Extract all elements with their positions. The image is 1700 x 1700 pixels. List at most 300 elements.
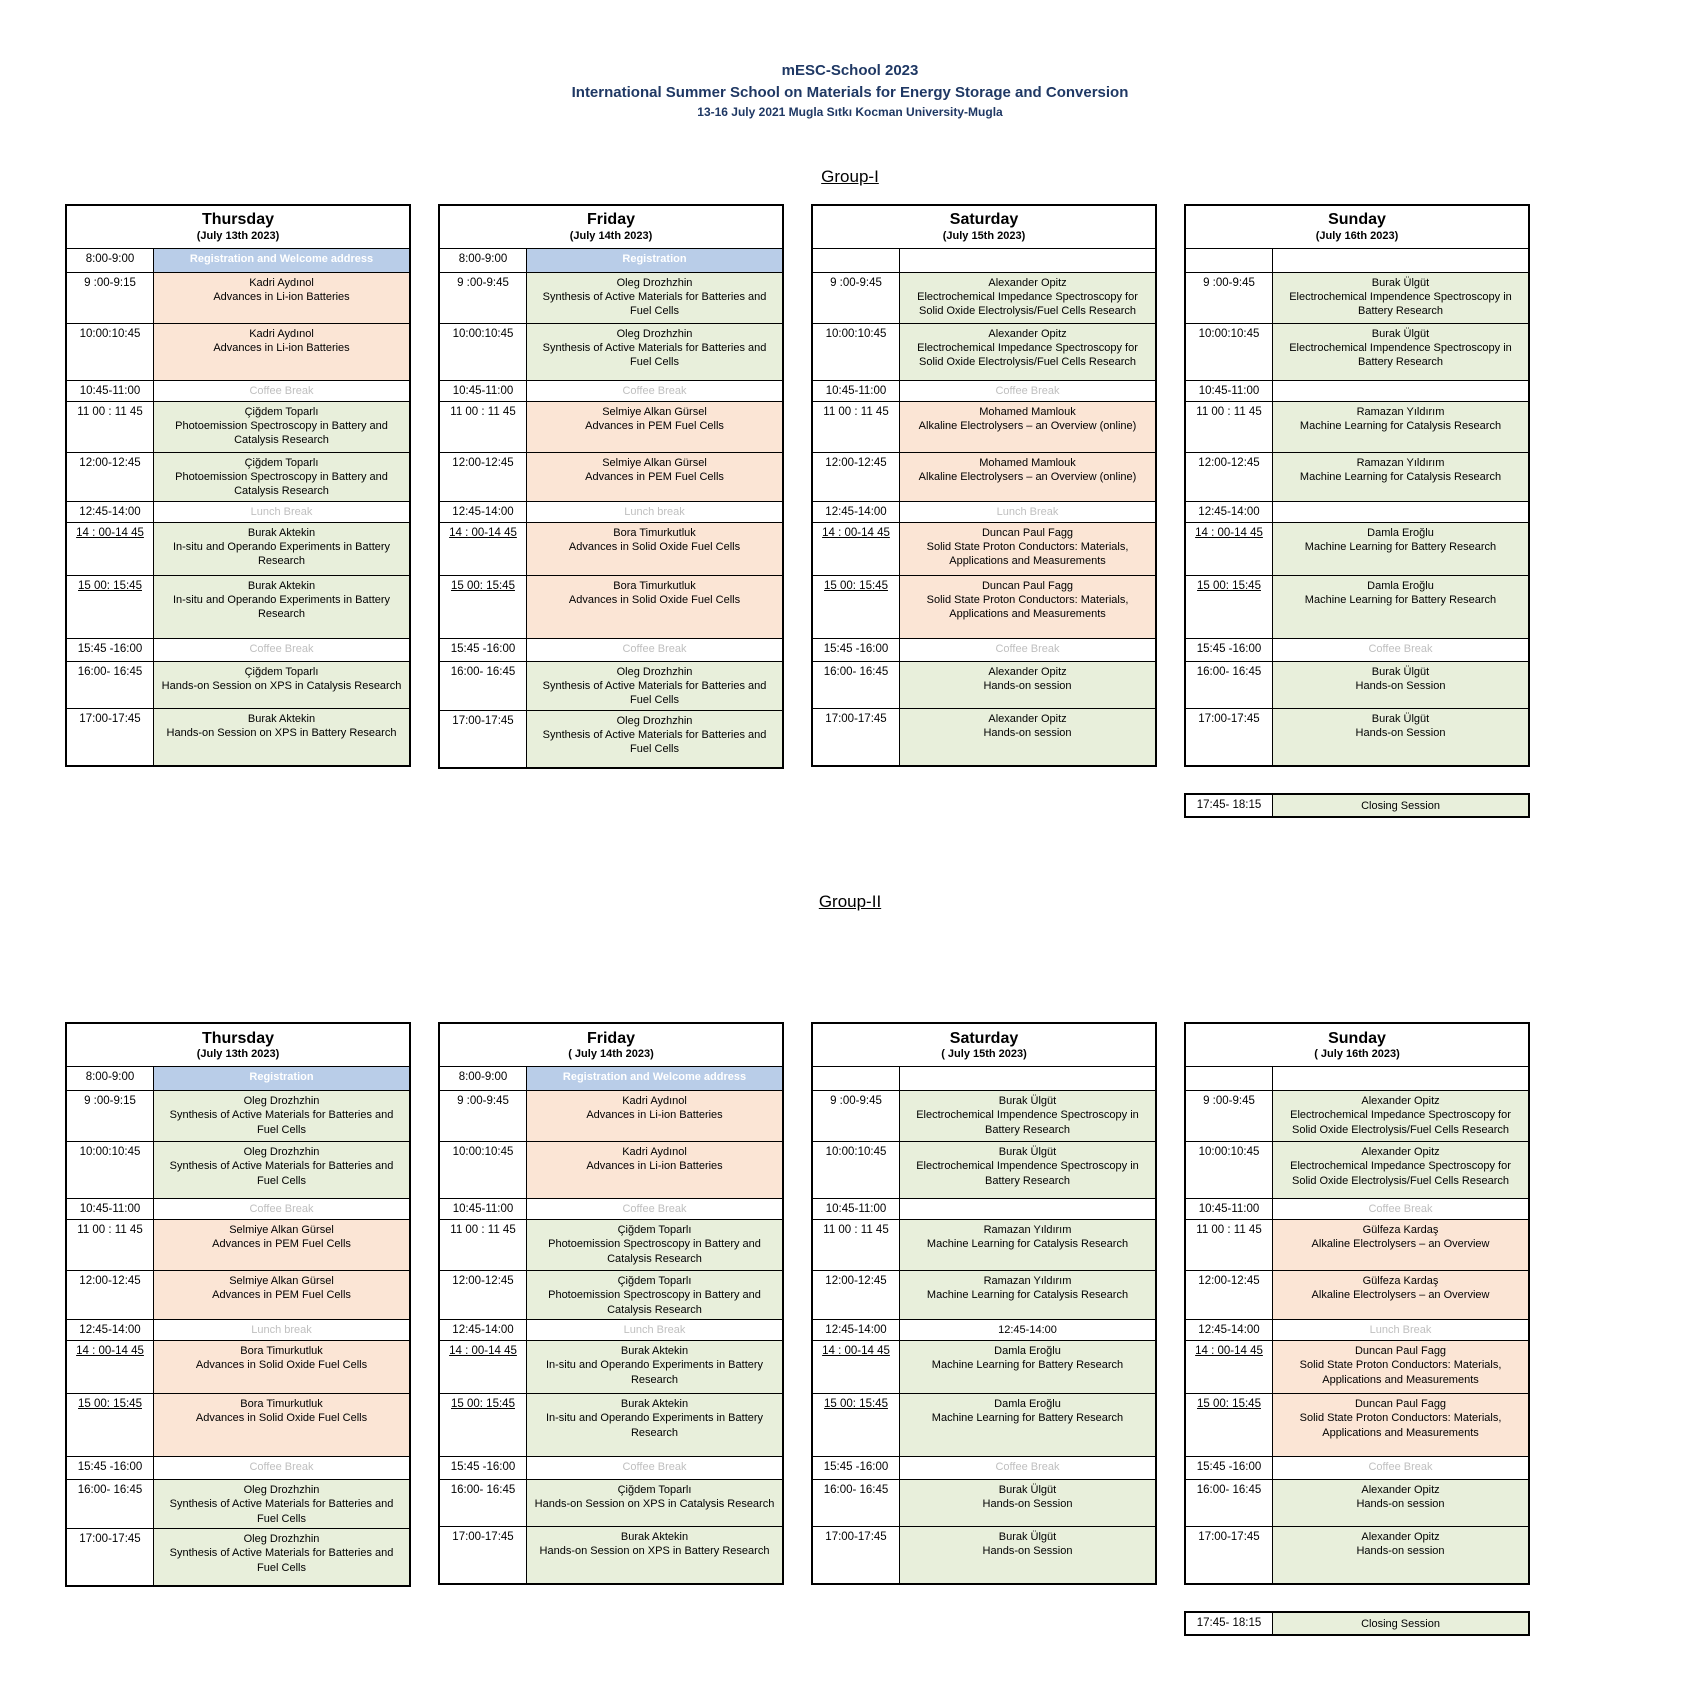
schedule-row xyxy=(813,453,1155,502)
speaker-name: Burak Aktekin xyxy=(620,1531,689,1544)
time-cell: 14 : 00-14 45 xyxy=(1186,523,1273,575)
lecture-topic: Photoemission Spectroscopy in Battery and Catalysis Research xyxy=(175,420,388,447)
schedule-row xyxy=(440,1271,782,1320)
day-schedule-table xyxy=(438,204,784,769)
session-cell xyxy=(900,576,1155,638)
time-cell: 12:45-14:00 xyxy=(440,1320,527,1340)
speaker-name: Burak Ülgüt xyxy=(998,1146,1057,1159)
lecture-topic: Electrochemical Impedance Spectroscopy for Solid Oxide Electrolysis/Fuel Cells Research xyxy=(1290,1160,1511,1187)
time-cell: 12:00-12:45 xyxy=(813,1271,900,1319)
time-cell: 15:45 -16:00 xyxy=(813,639,900,661)
schedule-row xyxy=(67,1457,409,1480)
lecture-topic: Hands-on session xyxy=(1356,1545,1445,1558)
speaker-name: Bora Timurkutluk xyxy=(613,526,696,539)
day-header xyxy=(440,1024,782,1067)
day-name: Sunday xyxy=(1328,211,1386,229)
lecture-topic: Hands-on Session xyxy=(1355,727,1446,740)
day-schedule-table xyxy=(811,1022,1157,1585)
time-cell: 15:45 -16:00 xyxy=(67,639,154,661)
session-cell xyxy=(1273,1527,1528,1583)
lecture-topic: Electrochemical Impendence Spectroscopy in Battery Research xyxy=(916,1160,1139,1187)
time-cell: 12:45-14:00 xyxy=(67,502,154,522)
session-cell xyxy=(154,1271,409,1319)
schedule-row xyxy=(813,249,1155,273)
schedule-row xyxy=(813,1457,1155,1480)
time-cell: 17:00-17:45 xyxy=(1186,1527,1273,1583)
time-cell: 12:00-12:45 xyxy=(440,1271,527,1319)
speaker-name: Burak Aktekin xyxy=(247,712,316,725)
session-cell xyxy=(527,1341,782,1393)
speaker-name: Duncan Paul Fagg xyxy=(981,526,1074,539)
session-cell xyxy=(527,324,782,380)
session-cell: 12:45-14:00 xyxy=(998,1324,1057,1337)
day-header xyxy=(1186,1024,1528,1067)
speaker-name: Oleg Drozhzhin xyxy=(616,276,693,289)
speaker-name: Selmiye Alkan Gürsel xyxy=(229,1224,334,1237)
schedule-row xyxy=(1186,1271,1528,1320)
lecture-topic: In-situ and Operando Experiments in Battery Research xyxy=(172,594,391,621)
time-cell: 9 :00-9:45 xyxy=(440,273,527,323)
time-cell: 10:45-11:00 xyxy=(67,381,154,401)
schedule-row xyxy=(1186,1527,1528,1583)
speaker-name: Bora Timurkutluk xyxy=(240,1345,323,1358)
speaker-name: Burak Aktekin xyxy=(620,1345,689,1358)
schedule-row xyxy=(813,1271,1155,1320)
speaker-name: Burak Aktekin xyxy=(247,526,316,539)
time-cell: 10:45-11:00 xyxy=(440,381,527,401)
schedule-row xyxy=(440,1341,782,1394)
schedule-row xyxy=(813,639,1155,662)
schedule-row xyxy=(1186,1457,1528,1480)
time-cell: 11 00 : 11 45 xyxy=(1186,402,1273,452)
time-cell: 15 00: 15:45 xyxy=(1186,1394,1273,1456)
group-1-tables xyxy=(0,204,1700,818)
day-name: Sunday xyxy=(1328,1029,1386,1047)
schedule-row xyxy=(1186,1199,1528,1220)
time-cell: 16:00- 16:45 xyxy=(67,662,154,708)
session-cell xyxy=(154,709,409,765)
day-header xyxy=(67,206,409,249)
schedule-row xyxy=(67,662,409,709)
lecture-topic: Advances in Li-ion Batteries xyxy=(586,1160,723,1173)
session-cell xyxy=(1273,1271,1528,1319)
time-cell xyxy=(813,249,900,272)
closing-time-cell: 17:45- 18:15 xyxy=(1186,1613,1273,1634)
session-cell xyxy=(1273,1341,1528,1393)
session-cell xyxy=(154,662,409,708)
time-cell xyxy=(1186,1067,1273,1090)
time-cell: 15:45 -16:00 xyxy=(1186,1457,1273,1479)
time-cell: 11 00 : 11 45 xyxy=(67,1220,154,1270)
session-cell: Registration and Welcome address xyxy=(527,1067,782,1090)
session-cell xyxy=(1273,1220,1528,1270)
day-date: (July 13th 2023) xyxy=(196,1048,280,1061)
time-cell: 8:00-9:00 xyxy=(440,249,527,272)
page-subtitle: International Summer School on Materials for Energy Storage and Conversion xyxy=(571,83,1129,101)
time-cell: 15:45 -16:00 xyxy=(813,1457,900,1479)
speaker-name: Çiğdem Toparlı xyxy=(617,1484,692,1497)
day-header xyxy=(67,1024,409,1067)
day-schedule-table xyxy=(438,1022,784,1585)
speaker-name: Alexander Opitz xyxy=(1361,1531,1440,1544)
time-cell: 17:00-17:45 xyxy=(440,711,527,767)
session-cell xyxy=(527,1091,782,1141)
session-cell xyxy=(1273,1394,1528,1456)
speaker-name: Burak Ülgüt xyxy=(1371,665,1430,678)
time-cell: 16:00- 16:45 xyxy=(813,1480,900,1526)
schedule-row xyxy=(67,1529,409,1585)
session-cell xyxy=(900,523,1155,575)
time-cell: 12:00-12:45 xyxy=(67,453,154,501)
session-cell xyxy=(1273,381,1528,401)
schedule-row xyxy=(440,324,782,381)
day-date: (July 16th 2023) xyxy=(1315,229,1399,242)
session-cell xyxy=(527,1480,782,1526)
day-date: ( July 15th 2023) xyxy=(941,1048,1027,1061)
speaker-name: Mohamed Mamlouk xyxy=(979,405,1076,418)
speaker-name: Alexander Opitz xyxy=(988,327,1067,340)
day-date: (July 14th 2023) xyxy=(569,229,653,242)
day-header xyxy=(440,206,782,249)
session-cell xyxy=(900,1220,1155,1270)
session-cell: Coffee Break xyxy=(622,642,687,655)
schedule-row xyxy=(813,1220,1155,1271)
time-cell: 15:45 -16:00 xyxy=(440,1457,527,1479)
closing-session-cell: Closing Session xyxy=(1273,795,1528,816)
day-column xyxy=(1184,1022,1530,1636)
speaker-name: Kadri Aydınol xyxy=(249,327,314,340)
session-cell xyxy=(154,1142,409,1198)
speaker-name: Ramazan Yıldırım xyxy=(983,1275,1072,1288)
schedule-row xyxy=(67,381,409,402)
session-cell xyxy=(1273,324,1528,380)
day-date: ( July 14th 2023) xyxy=(568,1048,654,1061)
session-cell: Coffee Break xyxy=(249,1203,314,1216)
schedule-row xyxy=(1186,709,1528,765)
lecture-topic: Machine Learning for Catalysis Research xyxy=(1299,471,1502,484)
time-cell: 15 00: 15:45 xyxy=(1186,576,1273,638)
schedule-row xyxy=(440,1091,782,1142)
lecture-topic: Advances in PEM Fuel Cells xyxy=(212,1238,351,1251)
lecture-topic: Advances in Solid Oxide Fuel Cells xyxy=(195,1359,368,1372)
schedule-row xyxy=(813,273,1155,324)
schedule-row xyxy=(1186,639,1528,662)
session-cell: Coffee Break xyxy=(622,1203,687,1216)
schedule-row xyxy=(440,453,782,502)
day-date: (July 13th 2023) xyxy=(196,229,280,242)
time-cell: 11 00 : 11 45 xyxy=(440,1220,527,1270)
time-cell: 16:00- 16:45 xyxy=(1186,1480,1273,1526)
schedule-row xyxy=(1186,1341,1528,1394)
speaker-name: Oleg Drozhzhin xyxy=(616,714,693,727)
session-cell: Lunch Break xyxy=(996,505,1059,518)
session-cell xyxy=(900,709,1155,765)
time-cell: 14 : 00-14 45 xyxy=(813,1341,900,1393)
speaker-name: Oleg Drozhzhin xyxy=(243,1095,320,1108)
lecture-topic: Hands-on Session on XPS in Catalysis Research xyxy=(161,680,402,693)
session-cell xyxy=(900,1067,1155,1090)
session-cell xyxy=(527,576,782,638)
schedule-row xyxy=(813,1480,1155,1527)
speaker-name: Ramazan Yıldırım xyxy=(983,1224,1072,1237)
schedule-row xyxy=(440,1142,782,1199)
schedule-row xyxy=(813,502,1155,523)
lecture-topic: Hands-on session xyxy=(983,680,1072,693)
schedule-row xyxy=(67,453,409,502)
schedule-row xyxy=(813,1199,1155,1220)
session-cell: Coffee Break xyxy=(1368,642,1433,655)
schedule-row xyxy=(1186,402,1528,453)
speaker-name: Alexander Opitz xyxy=(1361,1095,1440,1108)
session-cell: Coffee Break xyxy=(622,384,687,397)
lecture-topic: Solid State Proton Conductors: Materials, Applications and Measurements xyxy=(926,541,1129,568)
closing-session-row xyxy=(1184,1611,1530,1636)
speaker-name: Kadri Aydınol xyxy=(622,1146,687,1159)
session-cell xyxy=(900,402,1155,452)
time-cell: 10:45-11:00 xyxy=(813,381,900,401)
time-cell: 10:00:10:45 xyxy=(1186,324,1273,380)
time-cell: 12:45-14:00 xyxy=(1186,1320,1273,1340)
session-cell xyxy=(527,273,782,323)
session-cell xyxy=(900,273,1155,323)
time-cell: 12:00-12:45 xyxy=(67,1271,154,1319)
lecture-topic: Machine Learning for Battery Research xyxy=(1304,594,1497,607)
time-cell: 9 :00-9:45 xyxy=(440,1091,527,1141)
schedule-row xyxy=(1186,523,1528,576)
session-cell xyxy=(154,1220,409,1270)
speaker-name: Burak Ülgüt xyxy=(1371,712,1430,725)
speaker-name: Alexander Opitz xyxy=(1361,1484,1440,1497)
schedule-row xyxy=(440,662,782,711)
time-cell: 10:00:10:45 xyxy=(813,324,900,380)
session-cell xyxy=(900,1341,1155,1393)
schedule-row xyxy=(440,1320,782,1341)
session-cell xyxy=(527,523,782,575)
session-cell: Coffee Break xyxy=(995,642,1060,655)
lecture-topic: Solid State Proton Conductors: Materials, Applications and Measurements xyxy=(926,594,1129,621)
schedule-row xyxy=(440,711,782,767)
session-cell: Coffee Break xyxy=(995,1461,1060,1474)
day-date: (July 15th 2023) xyxy=(942,229,1026,242)
schedule-row xyxy=(813,1341,1155,1394)
session-cell xyxy=(527,453,782,501)
speaker-name: Burak Ülgüt xyxy=(998,1484,1057,1497)
speaker-name: Ramazan Yıldırım xyxy=(1356,405,1445,418)
schedule-row xyxy=(67,1320,409,1341)
lecture-topic: Machine Learning for Battery Research xyxy=(931,1359,1124,1372)
session-cell: Coffee Break xyxy=(1368,1461,1433,1474)
time-cell: 8:00-9:00 xyxy=(67,1067,154,1090)
time-cell: 10:45-11:00 xyxy=(1186,1199,1273,1219)
day-name: Saturday xyxy=(949,211,1019,229)
session-cell: Coffee Break xyxy=(249,642,314,655)
lecture-topic: Machine Learning for Catalysis Research xyxy=(1299,420,1502,433)
lecture-topic: Hands-on session xyxy=(1356,1498,1445,1511)
speaker-name: Gülfeza Kardaş xyxy=(1362,1224,1439,1237)
schedule-row xyxy=(67,249,409,273)
speaker-name: Burak Ülgüt xyxy=(1371,327,1430,340)
session-cell: Registration xyxy=(154,1067,409,1090)
time-cell: 12:45-14:00 xyxy=(813,1320,900,1340)
time-cell: 9 :00-9:15 xyxy=(67,273,154,323)
speaker-name: Oleg Drozhzhin xyxy=(243,1533,320,1546)
speaker-name: Gülfeza Kardaş xyxy=(1362,1275,1439,1288)
session-cell xyxy=(527,402,782,452)
time-cell: 15 00: 15:45 xyxy=(67,1394,154,1456)
closing-time-cell: 17:45- 18:15 xyxy=(1186,795,1273,816)
speaker-name: Çiğdem Toparlı xyxy=(244,665,319,678)
time-cell: 16:00- 16:45 xyxy=(813,662,900,708)
day-name: Friday xyxy=(586,1029,635,1047)
time-cell: 12:45-14:00 xyxy=(813,502,900,522)
time-cell: 12:00-12:45 xyxy=(440,453,527,501)
speaker-name: Kadri Aydınol xyxy=(249,276,314,289)
speaker-name: Bora Timurkutluk xyxy=(240,1398,323,1411)
time-cell: 11 00 : 11 45 xyxy=(1186,1220,1273,1270)
speaker-name: Ramazan Yıldırım xyxy=(1356,456,1445,469)
session-cell xyxy=(527,1220,782,1270)
session-cell: Lunch break xyxy=(624,505,685,518)
session-cell xyxy=(900,453,1155,501)
speaker-name: Selmiye Alkan Gürsel xyxy=(602,405,707,418)
time-cell: 10:00:10:45 xyxy=(440,324,527,380)
speaker-name: Burak Ülgüt xyxy=(1371,276,1430,289)
time-cell: 10:45-11:00 xyxy=(813,1199,900,1219)
schedule-row xyxy=(67,402,409,453)
lecture-topic: Hands-on Session on XPS in Catalysis Research xyxy=(534,1498,775,1511)
speaker-name: Alexander Opitz xyxy=(1361,1146,1440,1159)
lecture-topic: In-situ and Operando Experiments in Battery Research xyxy=(545,1359,764,1386)
schedule-row xyxy=(440,639,782,662)
schedule-row xyxy=(813,709,1155,765)
time-cell: 10:00:10:45 xyxy=(440,1142,527,1198)
schedule-row xyxy=(440,273,782,324)
session-cell xyxy=(900,1142,1155,1198)
lecture-topic: Hands-on Session xyxy=(982,1545,1073,1558)
schedule-row xyxy=(1186,249,1528,273)
closing-session-row xyxy=(1184,793,1530,818)
time-cell: 15 00: 15:45 xyxy=(440,576,527,638)
time-cell: 15 00: 15:45 xyxy=(67,576,154,638)
schedule-row xyxy=(813,1067,1155,1091)
time-cell: 14 : 00-14 45 xyxy=(813,523,900,575)
session-cell: Coffee Break xyxy=(1368,1203,1433,1216)
session-cell: Lunch Break xyxy=(250,505,313,518)
lecture-topic: Machine Learning for Catalysis Research xyxy=(926,1289,1129,1302)
lecture-topic: Synthesis of Active Materials for Batteries and Fuel Cells xyxy=(542,680,767,707)
schedule-row xyxy=(67,502,409,523)
schedule-row xyxy=(1186,662,1528,709)
session-cell xyxy=(1273,576,1528,638)
time-cell: 15:45 -16:00 xyxy=(1186,639,1273,661)
lecture-topic: Advances in PEM Fuel Cells xyxy=(585,420,724,433)
time-cell: 14 : 00-14 45 xyxy=(67,1341,154,1393)
lecture-topic: Machine Learning for Catalysis Research xyxy=(926,1238,1129,1251)
lecture-topic: Electrochemical Impedance Spectroscopy for Solid Oxide Electrolysis/Fuel Cells Research xyxy=(1290,1109,1511,1136)
time-cell xyxy=(813,1067,900,1090)
session-cell xyxy=(154,402,409,452)
time-cell: 17:00-17:45 xyxy=(67,1529,154,1585)
schedule-row xyxy=(67,1341,409,1394)
session-cell: Registration xyxy=(527,249,782,272)
schedule-row xyxy=(440,1457,782,1480)
schedule-row xyxy=(813,1320,1155,1341)
schedule-row xyxy=(67,1142,409,1199)
day-schedule-table xyxy=(65,1022,411,1587)
speaker-name: Burak Ülgüt xyxy=(998,1095,1057,1108)
time-cell: 12:45-14:00 xyxy=(440,502,527,522)
schedule-row xyxy=(440,1220,782,1271)
session-cell: Lunch break xyxy=(251,1324,312,1337)
schedule-row xyxy=(440,502,782,523)
schedule-row xyxy=(67,1271,409,1320)
schedule-row xyxy=(440,1199,782,1220)
speaker-name: Çiğdem Toparlı xyxy=(244,456,319,469)
group-1-heading: Group-I xyxy=(821,166,879,186)
time-cell: 14 : 00-14 45 xyxy=(1186,1341,1273,1393)
speaker-name: Alexander Opitz xyxy=(988,665,1067,678)
lecture-topic: Synthesis of Active Materials for Batteries and Fuel Cells xyxy=(542,729,767,756)
session-cell: Coffee Break xyxy=(995,384,1060,397)
day-schedule-table xyxy=(65,204,411,767)
session-cell xyxy=(154,1529,409,1585)
lecture-topic: Alkaline Electrolysers – an Overview (online) xyxy=(918,420,1137,433)
schedule-row xyxy=(67,576,409,639)
speaker-name: Alexander Opitz xyxy=(988,276,1067,289)
speaker-name: Damla Eroğlu xyxy=(994,1398,1061,1411)
session-cell xyxy=(900,324,1155,380)
lecture-topic: Machine Learning for Battery Research xyxy=(931,1412,1124,1425)
time-cell: 12:00-12:45 xyxy=(813,453,900,501)
day-column xyxy=(811,204,1157,767)
time-cell: 15 00: 15:45 xyxy=(440,1394,527,1456)
time-cell: 12:45-14:00 xyxy=(67,1320,154,1340)
schedule-row xyxy=(1186,1091,1528,1142)
group-2-heading: Group-II xyxy=(818,892,882,912)
schedule-row xyxy=(1186,1220,1528,1271)
session-cell xyxy=(527,1271,782,1319)
day-schedule-table xyxy=(811,204,1157,767)
schedule-row xyxy=(1186,273,1528,324)
time-cell: 10:00:10:45 xyxy=(67,324,154,380)
lecture-topic: Hands-on Session xyxy=(982,1498,1073,1511)
speaker-name: Duncan Paul Fagg xyxy=(1354,1398,1447,1411)
schedule-row xyxy=(440,1067,782,1091)
time-cell: 8:00-9:00 xyxy=(67,249,154,272)
session-cell xyxy=(154,576,409,638)
speaker-name: Burak Aktekin xyxy=(247,579,316,592)
speaker-name: Burak Ülgüt xyxy=(998,1531,1057,1544)
session-cell xyxy=(154,273,409,323)
session-cell xyxy=(900,249,1155,272)
lecture-topic: Advances in Solid Oxide Fuel Cells xyxy=(568,541,741,554)
day-column xyxy=(1184,204,1530,818)
day-schedule-table xyxy=(1184,1022,1530,1585)
lecture-topic: Machine Learning for Battery Research xyxy=(1304,541,1497,554)
time-cell: 11 00 : 11 45 xyxy=(813,1220,900,1270)
session-cell xyxy=(1273,249,1528,272)
day-column xyxy=(438,1022,784,1585)
speaker-name: Selmiye Alkan Gürsel xyxy=(229,1275,334,1288)
lecture-topic: Photoemission Spectroscopy in Battery and Catalysis Research xyxy=(548,1238,761,1265)
speaker-name: Duncan Paul Fagg xyxy=(981,579,1074,592)
lecture-topic: Hands-on Session xyxy=(1355,680,1446,693)
schedule-row xyxy=(440,1480,782,1527)
session-cell xyxy=(900,1394,1155,1456)
schedule-row xyxy=(67,1220,409,1271)
time-cell: 17:00-17:45 xyxy=(440,1527,527,1583)
speaker-name: Oleg Drozhzhin xyxy=(243,1484,320,1497)
